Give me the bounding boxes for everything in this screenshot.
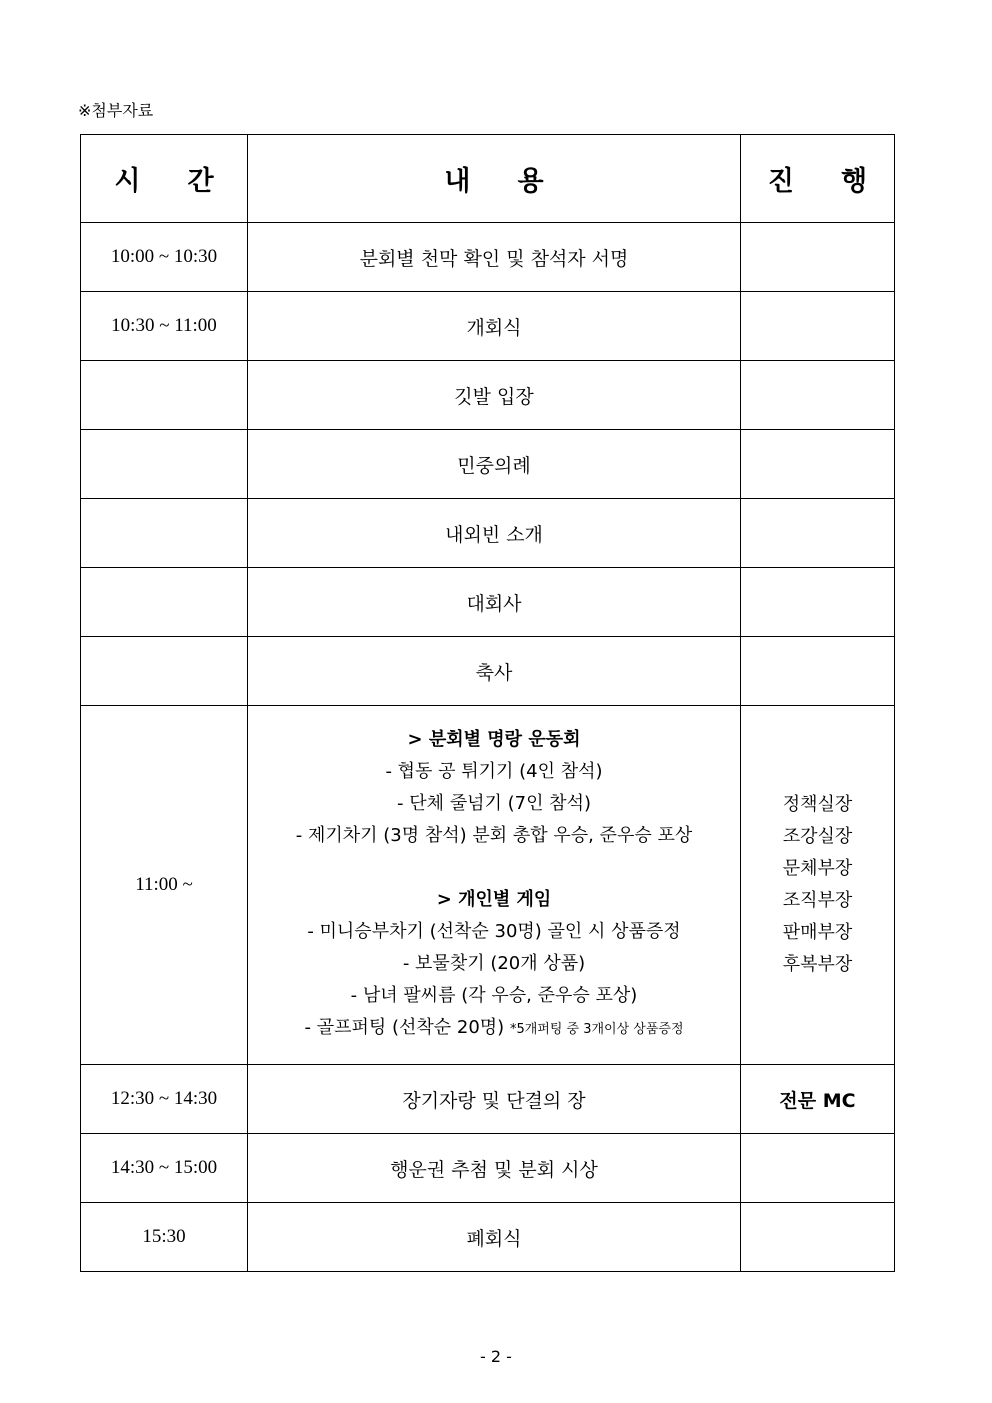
content-cell: 개회식 (248, 292, 741, 361)
section-title: > 분회별 명랑 운동회 (407, 729, 581, 750)
header-lead: 진 행 (741, 135, 895, 223)
time-cell: 11:00 ~ (81, 706, 248, 1065)
list-item-text: - 골프퍼팅 (선착순 20명) (304, 1017, 505, 1038)
lead-name: 후복부장 (782, 954, 853, 975)
time-cell: 12:30 ~ 14:30 (81, 1065, 248, 1134)
time-cell: 10:30 ~ 11:00 (81, 292, 248, 361)
lead-cell: 전문 MC (741, 1065, 895, 1134)
lead-cell (741, 1203, 895, 1272)
header-row (81, 135, 895, 223)
table-row (81, 1203, 895, 1272)
time-cell: 10:00 ~ 10:30 (81, 223, 248, 292)
list-item: - 제기차기 (3명 참석) 분회 총합 우승, 준우승 포상 (295, 825, 693, 846)
lead-name: 문체부장 (782, 858, 853, 879)
games-row (81, 706, 895, 1065)
content-cell: 깃발 입장 (248, 361, 741, 430)
schedule-table (80, 134, 895, 1272)
lead-name: 정책실장 (782, 794, 853, 815)
attachment-note: ※첨부자료 (78, 101, 154, 120)
content-cell: 민중의례 (248, 430, 741, 499)
time-cell (81, 637, 248, 706)
time-cell: 15:30 (81, 1203, 248, 1272)
lead-cell (741, 430, 895, 499)
section-title: > 개인별 게임 (436, 889, 552, 910)
list-item-note: *5개퍼팅 중 3개이상 상품증정 (509, 1022, 684, 1037)
lead-cell (741, 1134, 895, 1203)
lead-cell (741, 361, 895, 430)
lead-cell (741, 223, 895, 292)
table-row (81, 361, 895, 430)
lead-name: 조강실장 (782, 826, 853, 847)
table-row (81, 223, 895, 292)
content-cell: 축사 (248, 637, 741, 706)
list-item: - 협동 공 튀기기 (4인 참석) (385, 761, 603, 782)
time-cell: 14:30 ~ 15:00 (81, 1134, 248, 1203)
list-item: - 보물찾기 (20개 상품) (402, 953, 586, 974)
games-content-cell (248, 706, 741, 1065)
table-row (81, 499, 895, 568)
lead-cell (741, 499, 895, 568)
time-cell (81, 568, 248, 637)
content-cell: 행운권 추첨 및 분회 시상 (248, 1134, 741, 1203)
list-item (258, 1012, 730, 1046)
content-cell: 내외빈 소개 (248, 499, 741, 568)
table-row (81, 292, 895, 361)
table-row (81, 1065, 895, 1134)
header-content: 내 용 (248, 135, 741, 223)
lead-name: 판매부장 (782, 922, 853, 943)
table-row (81, 637, 895, 706)
lead-cell (741, 568, 895, 637)
content-cell: 분회별 천막 확인 및 참석자 서명 (248, 223, 741, 292)
list-item: - 단체 줄넘기 (7인 참석) (397, 793, 591, 814)
header-time: 시 간 (81, 135, 248, 223)
content-cell: 폐회식 (248, 1203, 741, 1272)
time-cell (81, 430, 248, 499)
games-lead-cell (741, 706, 895, 1065)
content-cell: 대회사 (248, 568, 741, 637)
table-row (81, 430, 895, 499)
lead-name: 조직부장 (782, 890, 853, 911)
table-row (81, 568, 895, 637)
content-cell: 장기자랑 및 단결의 장 (248, 1065, 741, 1134)
spacer (258, 852, 730, 884)
lead-cell (741, 292, 895, 361)
list-item: - 남녀 팔씨름 (각 우승, 준우승 포상) (350, 985, 638, 1006)
time-cell (81, 361, 248, 430)
table-row (81, 1134, 895, 1203)
list-item: - 미니승부차기 (선착순 30명) 골인 시 상품증정 (307, 921, 681, 942)
page-number: - 2 - (480, 1347, 512, 1366)
time-cell (81, 499, 248, 568)
lead-cell (741, 637, 895, 706)
